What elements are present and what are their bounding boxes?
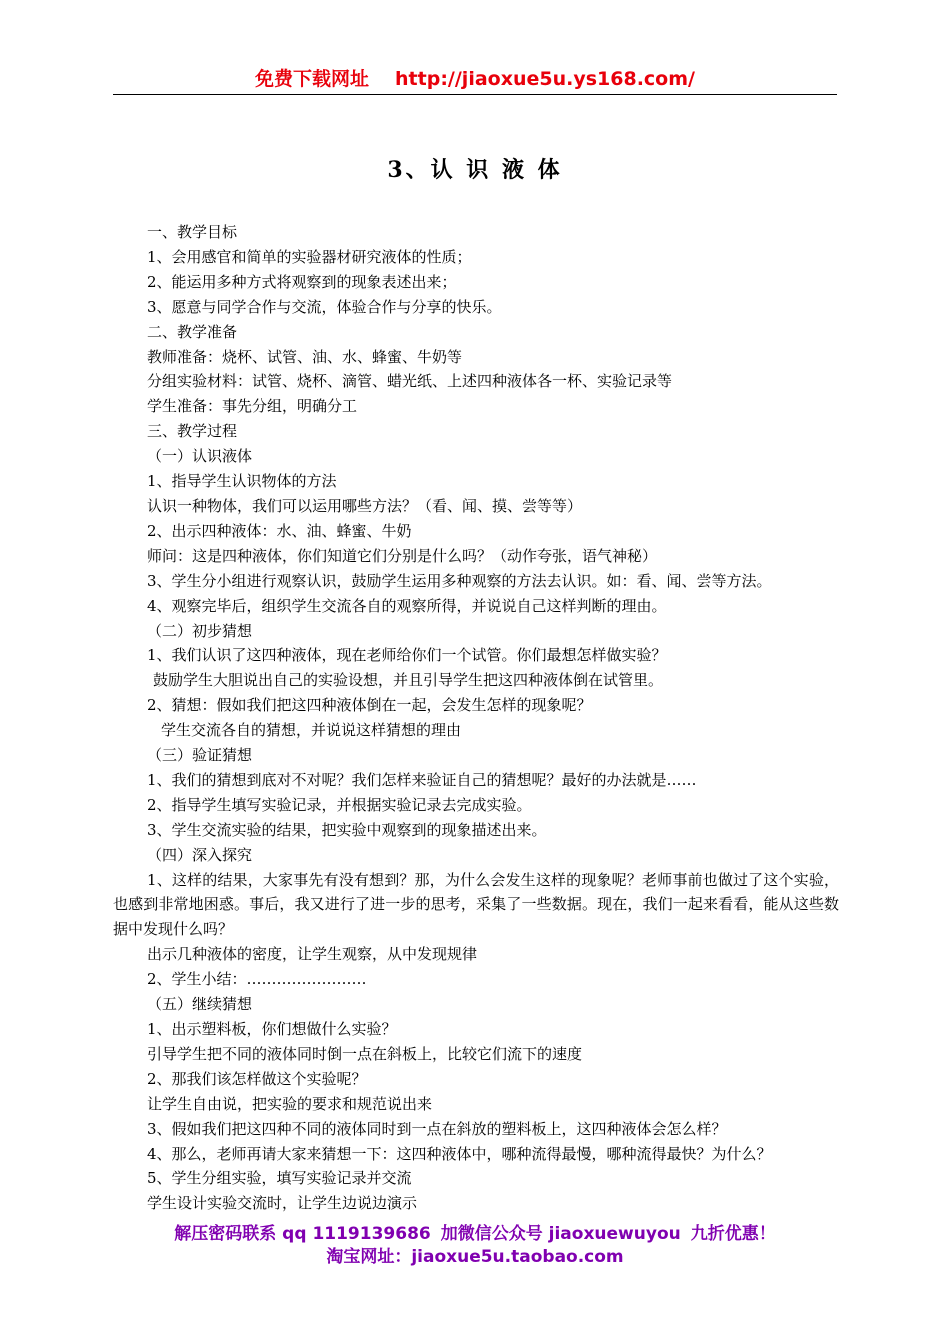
body-line: 2、能运用多种方式将观察到的现象表述出来；	[147, 272, 457, 291]
body-line: 2、学生小结：……………………	[147, 970, 367, 989]
body-line: 2、出示四种液体：水、油、蜂蜜、牛奶	[147, 521, 412, 540]
body-line: 出示几种液体的密度，让学生观察，从中发现规律	[147, 945, 478, 964]
body-line: 2、那我们该怎样做这个实验呢？	[147, 1069, 367, 1088]
body-line: 5、学生分组实验，填写实验记录并交流	[147, 1169, 412, 1188]
section-heading: 三、教学过程	[147, 422, 238, 441]
section-heading: 一、教学目标	[147, 223, 238, 241]
body-line: 学生设计实验交流时，让学生边说边演示	[147, 1194, 418, 1213]
body-line: 3、学生交流实验的结果，把实验中观察到的现象描述出来。	[147, 820, 547, 839]
subsection-heading: （五）继续猜想	[147, 995, 253, 1014]
body-line: 教师准备：烧杯、试管、油、水、蜂蜜、牛奶等	[147, 347, 463, 366]
body-line: 4、那么，老师再请大家来猜想一下：这四种液体中，哪种流得最慢，哪种流得最快？为什么？	[147, 1144, 772, 1163]
footer-taobao[interactable]: 淘宝网址：jiaoxue5u.taobao.com	[326, 1247, 624, 1267]
footer-discount-text: 九折优惠！	[690, 1224, 776, 1244]
subsection-heading: （四）深入探究	[147, 845, 253, 864]
body-line: 2、猜想：假如我们把这四种液体倒在一起，会发生怎样的现象呢？	[147, 696, 592, 715]
body-line: 让学生自由说，把实验的要求和规范说出来	[147, 1094, 433, 1113]
body-line: 引导学生把不同的液体同时倒一点在斜板上，比较它们流下的速度	[147, 1044, 583, 1063]
page-title: 3、认 识 液 体	[387, 157, 563, 183]
body-line: 1、我们的猜想到底对不对呢？我们怎样来验证自己的猜想呢？最好的办法就是……	[147, 770, 697, 789]
download-label: 免费下载网址	[255, 68, 370, 90]
body-line: 1、我们认识了这四种液体，现在老师给你们一个试管。你们最想怎样做实验？	[147, 646, 667, 665]
body-line: 学生交流各自的猜想，并说说这样猜想的理由	[161, 721, 462, 740]
body-line: 认识一种物体，我们可以运用哪些方法？（看、闻、摸、尝等等）	[147, 496, 583, 515]
subsection-heading: （二）初步猜想	[147, 621, 253, 640]
body-line: 4、观察完毕后，组织学生交流各自的观察所得，并说说自己这样判断的理由。	[147, 596, 667, 615]
body-line: 3、假如我们把这四种不同的液体同时到一点在斜放的塑料板上，这四种液体会怎么样？	[147, 1119, 727, 1138]
body-line: 1、会用感官和简单的实验器材研究液体的性质；	[147, 247, 472, 266]
body-line: 1、出示塑料板，你们想做什么实验？	[147, 1020, 397, 1038]
body-paragraph: 1、这样的结果，大家事先有没有想到？那，为什么会发生这样的现象呢？老师事前也做过了这个实验，也感到非常地困惑。事后，我又进行了进一步的思考，采集了一些数据。现在，我们一起来看看，能从这些数据中发现什么吗？	[113, 870, 839, 939]
footer-wechat-text: 加微信公众号 jiaoxuewuyou	[440, 1224, 681, 1244]
subsection-heading: （一）认识液体	[147, 447, 253, 466]
body-line: 3、学生分小组进行观察认识，鼓励学生运用多种观察的方法去认识。如：看、闻、尝等方法。	[147, 571, 772, 590]
body-line: 师问：这是四种液体，你们知道它们分别是什么吗？（动作夸张，语气神秘）	[147, 546, 658, 565]
body-line: 2、指导学生填写实验记录，并根据实验记录去完成实验。	[147, 795, 532, 814]
body-line: 学生准备：事先分组，明确分工	[147, 397, 358, 416]
body-line: 3、愿意与同学合作与交流，体验合作与分享的快乐。	[147, 297, 502, 316]
body-line: 鼓励学生大胆说出自己的实验设想，并且引导学生把这四种液体倒在试管里。	[153, 671, 664, 690]
body-line: 分组实验材料：试管、烧杯、滴管、蜡光纸、上述四种液体各一杯、实验记录等	[147, 372, 673, 391]
subsection-heading: （三）验证猜想	[147, 746, 253, 765]
footer-qq-text: 解压密码联系 qq 1119139686	[174, 1224, 431, 1244]
document-body	[113, 220, 839, 1216]
download-url-link[interactable]: http://jiaoxue5u.ys168.com/	[395, 68, 695, 90]
section-heading: 二、教学准备	[147, 322, 238, 341]
footer-contact	[0, 1219, 950, 1244]
header-divider	[113, 94, 837, 95]
page-header	[0, 64, 950, 91]
body-line: 1、指导学生认识物体的方法	[147, 472, 337, 491]
